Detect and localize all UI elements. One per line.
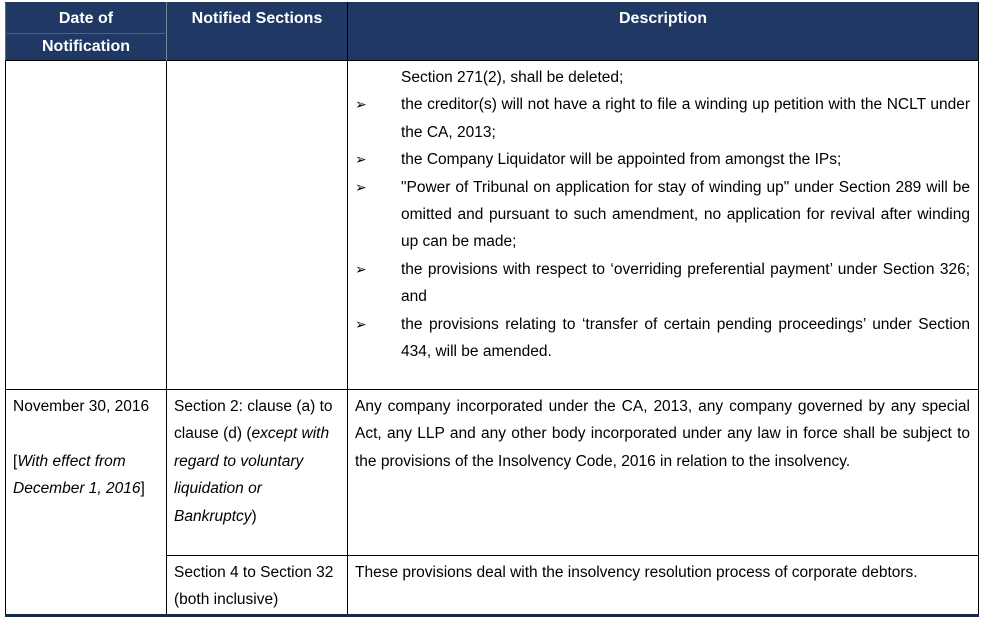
blank-line: [13, 420, 158, 447]
cell-description: Any company incorporated under the CA, 2013, any company governed by any special Act, any LLP and any other body incorporated under any law in force shall be subject to the provisions of the Insolvency Code, 2016 in relation to the insolvency.: [348, 390, 979, 556]
header-date-of-notification: [6, 3, 167, 61]
list-item-text: the provisions with respect to ‘overriding preferential payment’ under Section 326; and: [401, 260, 970, 306]
header-description-label: Description: [618, 10, 707, 27]
arrowhead-bullet-icon: ➢: [355, 151, 367, 168]
date-effect-note-text: With effect from December 1, 2016: [13, 452, 141, 498]
sections-text-close: ): [251, 507, 257, 525]
list-item: [355, 64, 970, 91]
bracket-open: [: [13, 452, 18, 470]
list-item: [355, 146, 970, 173]
table-row-nov-30: [6, 390, 979, 556]
list-item: [355, 91, 970, 146]
header-date-line1: Date of: [7, 3, 165, 34]
list-item-text: the provisions relating to ‘transfer of certain pending proceedings’ under Section 434, will be amended.: [401, 315, 970, 361]
cell-description: These provisions deal with the insolvency resolution process of corporate debtors.: [348, 556, 979, 616]
header-date-line2: Notification: [42, 38, 130, 55]
list-item: [355, 311, 970, 366]
cell-notification-date: [6, 390, 167, 616]
header-row: [6, 3, 979, 61]
cell-date-empty: [6, 61, 167, 390]
notification-table: [5, 2, 979, 617]
cell-description-bullet-list: [348, 61, 979, 390]
list-item-text: "Power of Tribunal on application for stay of winding up" under Section 289 will be omitted and pursuant to such amendment, no application for revival after winding up can be made;: [401, 178, 970, 251]
list-item-text: Section 271(2), shall be deleted;: [401, 69, 624, 86]
sections-text-italic: except with regard to voluntary liquidation or Bankruptcy: [174, 425, 330, 525]
arrowhead-bullet-icon: ➢: [355, 315, 367, 332]
arrowhead-bullet-icon: ➢: [355, 96, 367, 113]
header-notified-sections-label: Notified Sections: [191, 10, 323, 27]
list-item-text: the Company Liquidator will be appointed from amongst the IPs;: [401, 151, 842, 169]
cell-sections-empty: [167, 61, 348, 390]
date-text: November 30, 2016: [13, 398, 150, 415]
list-item-text: the creditor(s) will not have a right to file a winding up petition with the NCLT under the CA, 2013;: [401, 96, 970, 141]
arrowhead-bullet-icon: ➢: [355, 178, 367, 195]
header-description: [348, 3, 979, 61]
cell-notified-sections: Section 4 to Section 32 (both inclusive): [167, 556, 348, 616]
list-item: [355, 174, 970, 256]
header-notified-sections: [167, 3, 348, 61]
table-row-continuation: [6, 61, 979, 390]
cell-notified-sections: [167, 390, 348, 556]
date-effect-note: [13, 448, 158, 503]
bullet-spacer: [355, 64, 401, 91]
arrowhead-bullet-icon: ➢: [355, 260, 367, 277]
bracket-close: ]: [140, 480, 145, 498]
sections-text: Section 2: clause (a) to clause (d) (: [174, 398, 333, 443]
list-item: [355, 256, 970, 311]
